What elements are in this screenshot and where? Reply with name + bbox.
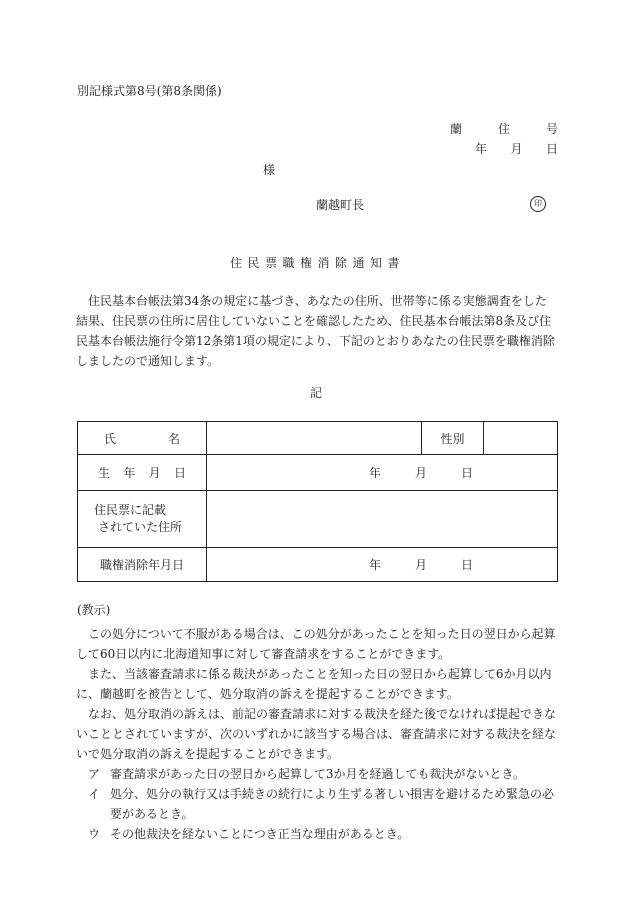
item-u-marker: ウ	[88, 827, 101, 841]
instructions-heading: (教示)	[77, 603, 111, 617]
instructions-paragraph-2: また、当該審査請求に係る裁決があったことを知った日の翌日から起算して6か月以内に、蘭越町を被告として、処分取消の訴えを提起することができます。	[76, 667, 552, 701]
name-label-second: 名	[167, 431, 180, 446]
item-a-marker: ア	[88, 767, 101, 781]
instructions-item-a	[76, 764, 558, 784]
instructions-paragraph-3: なお、処分取消の訴えは、前記の審査請求に対する裁決を経た後でなければ提起できないこととされていますが、次のいずれかに該当する場合は、審査請求に対する裁決を経ないで処分取消の訴えを提起することができます。	[76, 707, 557, 761]
issue-date-year: 年	[475, 142, 488, 156]
birth-label-sei: 生	[98, 466, 111, 480]
issuer-name: 蘭越町長	[316, 198, 365, 212]
issue-date-day: 日	[545, 142, 558, 156]
birth-label-nen: 年	[123, 466, 136, 480]
name-value-cell	[207, 422, 422, 455]
birth-label-gatsu: 月	[148, 466, 161, 480]
table-row-name	[78, 422, 558, 455]
deletion-month-label: 月	[414, 558, 427, 572]
instructions-body	[76, 624, 558, 844]
form-number: 別記様式第8号(第8条関係)	[77, 84, 222, 98]
item-i-text: 処分、処分の執行又は手続きの続行により生ずる著しい損害を避けるため緊急の必要があるとき。	[110, 787, 555, 821]
table-row-birthdate	[78, 455, 558, 491]
instructions-item-i	[76, 784, 558, 824]
addressee-suffix: 様	[263, 163, 276, 177]
document-title: 住民票職権消除通知書	[230, 256, 406, 270]
address-value-cell	[207, 491, 558, 548]
doc-number-ju: 住	[497, 122, 510, 136]
ki-heading: 記	[310, 386, 323, 400]
birth-month-label: 月	[414, 466, 427, 480]
address-label-cell	[78, 491, 207, 548]
instructions-paragraph-1: この処分について不服がある場合は、この処分があったことを知った日の翌日から起算して60日以内に北海道知事に対して審査請求をすることができます。	[76, 627, 556, 661]
deletion-label-cell: 職権消除年月日	[78, 548, 207, 582]
table-row-address	[78, 491, 558, 548]
birth-label-nichi: 日	[173, 466, 186, 480]
birth-year-label: 年	[369, 466, 382, 480]
seal-stamp: 印	[530, 196, 546, 212]
deletion-date-cell	[207, 548, 558, 582]
doc-number-go: 号	[545, 122, 558, 136]
sex-label-cell: 性別	[422, 422, 484, 455]
name-label-first: 氏	[104, 431, 117, 446]
item-a-text: 審査請求があった日の翌日から起算して3か月を経過しても裁決がないとき。	[110, 767, 526, 781]
instructions-item-u	[76, 824, 558, 844]
document-number-line	[450, 123, 558, 135]
item-i-marker: イ	[88, 787, 101, 801]
deletion-year-label: 年	[369, 558, 382, 572]
address-label-line1: 住民票に記載	[94, 503, 167, 517]
table-row-deletion-date	[78, 548, 558, 582]
name-label-cell	[78, 422, 207, 455]
sex-value-cell	[484, 422, 558, 455]
notice-body: 住民基本台帳法第34条の規定に基づき、あなたの住所、世帯等に係る実態調査をした結果、住民票の住所に居住していないことを確認したため、住民基本台帳法第8条及び住民基本台帳法施行令第12条第1項の規定により、下記のとおりあなたの住民票を職権消除しましたので通知します。	[76, 294, 555, 368]
deletion-day-label: 日	[460, 558, 473, 572]
address-label-line2: されていた住所	[98, 520, 183, 534]
doc-number-prefix: 蘭	[450, 122, 463, 136]
birth-day-label: 日	[460, 466, 473, 480]
issue-date-month: 月	[510, 142, 523, 156]
issue-date-line	[475, 143, 558, 155]
info-table	[77, 421, 558, 582]
item-u-text: その他裁決を経ないことにつき正当な理由があるとき。	[110, 827, 410, 841]
birth-date-cell	[207, 455, 558, 491]
birth-label-cell	[78, 455, 207, 491]
